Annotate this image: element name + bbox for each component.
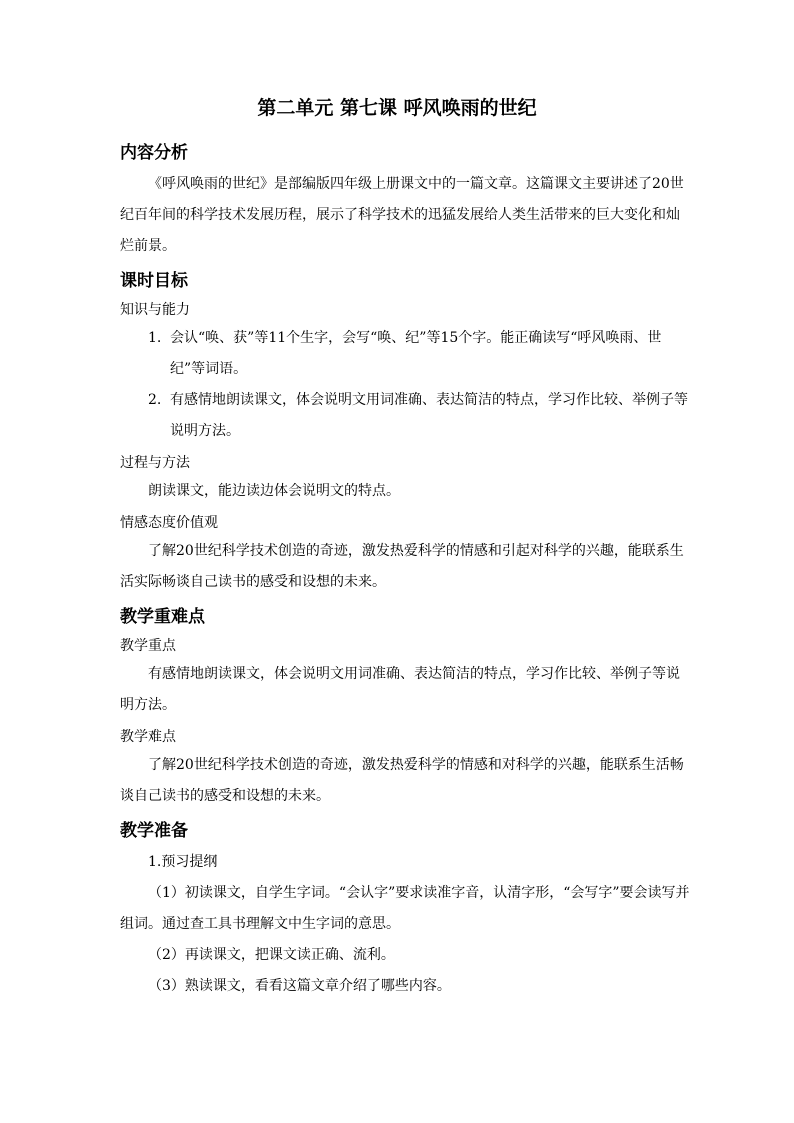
- subheading-process: 过程与方法: [120, 455, 190, 471]
- section-heading-goals: 课时目标: [120, 271, 188, 291]
- document-title: 第二单元 第七课 呼风唤雨的世纪: [257, 97, 537, 119]
- document-body: [120, 134, 690, 1002]
- emotion-paragraph: 了解20世纪科学技术创造的奇迹，激发热爱科学的情感和引起对科学的兴趣，能联系生活实际畅谈自己读书的感受和设想的未来。: [120, 543, 684, 590]
- preparation-step: （2）再读课文，把课文读正确、流利。: [148, 947, 395, 963]
- subheading-difficulty: 教学难点: [120, 729, 176, 745]
- subheading-emotion: 情感态度价值观: [120, 515, 218, 531]
- section-heading-keypoints: 教学重难点: [120, 607, 205, 627]
- preparation-item: 1.预习提纲: [148, 854, 218, 870]
- list-number: 1.: [148, 330, 162, 346]
- process-paragraph: 朗读课文，能边读边体会说明文的特点。: [148, 483, 400, 499]
- difficulty-paragraph: 了解20世纪科学技术创造的奇迹，激发热爱科学的情感和对科学的兴趣，能联系生活畅谈自己读书的感受和设想的未来。: [120, 757, 684, 804]
- list-text: 有感情地朗读课文，体会说明文用词准确、表达简洁的特点，学习作比较、举例子等说明方法。: [170, 392, 688, 439]
- section-heading-preparation: 教学准备: [120, 821, 188, 841]
- subheading-focus: 教学重点: [120, 638, 176, 654]
- subheading-knowledge: 知识与能力: [120, 302, 190, 318]
- list-text: 会认“唤、获”等11个生字，会写“唤、纪”等15个字。能正确读写“呼风唤雨、世纪”等词语。: [170, 330, 662, 377]
- analysis-paragraph: 《呼风唤雨的世纪》是部编版四年级上册课文中的一篇文章。这篇课文主要讲述了20世纪百年间的科学技术发展历程，展示了科学技术的迅猛发展给人类生活带来的巨大变化和灿烂前景。: [120, 176, 684, 254]
- preparation-step: （1）初读课文，自学生字词。“会认字”要求读准字音，认清字形，“会写字”要会读写并组词。通过查工具书理解文中生字词的意思。: [120, 885, 690, 932]
- preparation-step: （3）熟读课文，看看这篇文章介绍了哪些内容。: [148, 978, 451, 994]
- section-heading-analysis: 内容分析: [120, 143, 188, 163]
- list-number: 2.: [148, 392, 162, 408]
- focus-paragraph: 有感情地朗读课文，体会说明文用词准确、表达简洁的特点，学习作比较、举例子等说明方法。: [120, 666, 680, 713]
- list-item: [148, 385, 690, 447]
- list-item: [148, 323, 690, 385]
